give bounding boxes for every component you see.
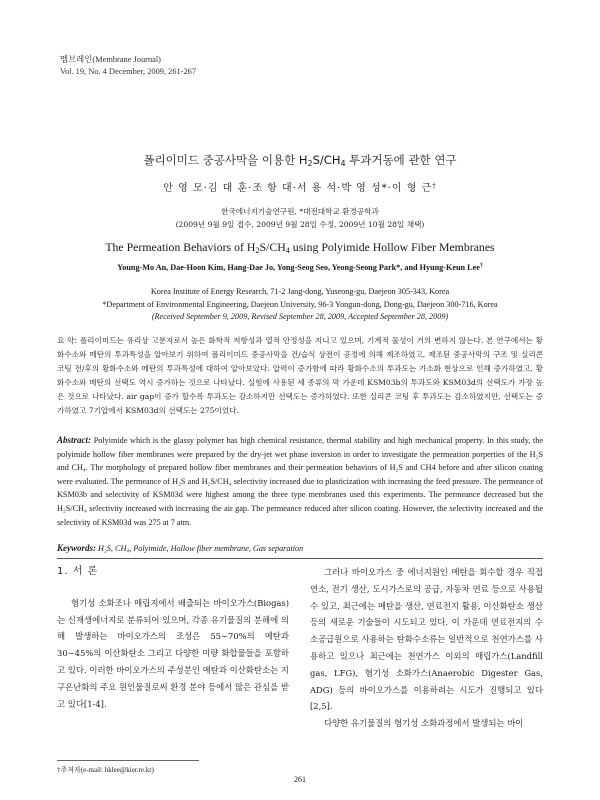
korean-dates-line: (2009년 9월 9일 접수, 2009년 9월 28일 수정, 2009년 10월 28일 채택) [175,220,425,229]
body-column-right [310,564,543,732]
english-title-part: S/CH [259,240,286,254]
korean-abstract-text: 폴리이미드는 유리상 고분자로서 높은 화학적 저항성과 열적 안정성을 지니고 있으며, 기계적 물성이 거의 변하지 않는다. 본 연구에서는 황화수소와 메탄의 투과특성을 알아보기 위하여 폴리이미드 중공사막을 건/습식 상전이 공정에 의해 제조하였고, 제조된 중공사막의 구조 및 실리콘 코팅 전/후의 황화수소와 메탄의 투과특성에 대하여 알아보았다. 압력이 증가함에 따라 황화수소의 투과도는 가소화 현상으로 인해 증가하였고, 황화수소와 메탄의 선택도 역시 증가하는 것으로 나타났다. 실험에 사용된 세 종류의 막 가운데 KSM03b의 투과도와 KSM03d의 선택도가 가장 높은 것으로 나타났다. air gap이 증가 할수록 투과도는 감소하지만 선택도는 증가하였다. 또한 실리콘 코팅 후 투과도는 감소하였지만, 선택도는 증가하였고 7기압에서 KSM03d의 선택도는 275이었다. [57,336,543,415]
keywords [57,543,543,553]
english-title-subscript: 4 [285,246,290,255]
english-affiliation-line: *Department of Environmental Engineering, Daejeon University, 96-3 Yongun-dong, Dong-gu, Daejeon 300-716, Korea [102,299,498,309]
footnote: †주저자(e-mail: hklee@kier.re.kr) [57,766,154,774]
body-paragraph: 그러나 바이오가스 중 에너지원인 메탄을 회수할 경우 직접연소, 전기 생산, 도시가스로의 공급, 자동차 연료 등으로 사용될 수 있고, 최근에는 메탄을 생산, 연료전지 활용, 이산화탄소 생산 등의 새로운 기술들이 시도되고 있다. 이 가운데 연료전지의 수소공급원으로 사용하는 탄화수소류는 일반적으로 천연가스를 사용하고 있으나 최근에는 천연가스 이외의 매립가스(Landfill gas, LFG), 혐기성 소화가스(Anaerobic Digester Gas, ADG) 등의 바이오가스를 이용하려는 시도가 진행되고 있다[2,5]. [310,567,543,712]
page-number: 261 [294,775,306,784]
korean-title-part: 투과거동에 관한 연구 [345,153,457,167]
korean-title-subscript: 2 [307,159,313,168]
keywords-text: H₂S, CH₄, Polyimide, Hollow fiber membrane, Gas separation [96,544,304,553]
korean-affiliation-line: 한국에너지기술연구원, *대전대학교 환경공학과 [221,207,379,216]
corresponding-mark: † [479,263,483,269]
body-paragraph: 다양한 유기물질의 혐기성 소화과정에서 발생되는 바이 [324,718,524,729]
english-author-names: Young-Mo An, Dae-Hoon Kim, Hang-Dae Jo, Yong-Seog Seo, Yeong-Seong Park*, and Hyung-Keun Lee [117,263,480,272]
footnote-rule [57,760,199,761]
korean-abstract [57,334,543,418]
english-title-part: using Polyimide Hollow Fiber Membranes [289,240,495,254]
korean-authors [0,179,600,194]
english-dates-line: (Received September 9, 2009, Revised September 28, 2009, Accepted September 28, 2009) [151,312,449,322]
english-abstract [57,434,543,529]
korean-author-names: 안 영 모·김 대 훈·조 항 대·서 용 석·박 영 성*·이 형 근 [163,183,433,194]
english-affiliation-line: Korea Institute of Energy Research, 71-2 Jang-dong, Yuseong-gu, Daejeon 305-343, Korea [150,287,450,296]
corresponding-mark: † [432,182,437,190]
english-title-part: The Permeation Behaviors of H [105,240,256,254]
english-title-subscript: 2 [255,246,260,255]
english-abstract-text: Polyimide which is the glassy polymer has high chemical resistance, thermal stability and high mechanical property. In this study, the polyimide hollow fiber membranes were prepared by the dry-jet wet phase inversion in order to investigate the permeation porperties of the H₂S and CH₄. The morphology of prepared hollow fiber membranes and their permeation behaviors of H₂S and CH4 before and after silicon coating were evaluated. The permeance of H₂S and H₂S/CH₄ selectivity increased due to plasticization with increasing the feed pressure. The permeance of KSM03b and selectivity of KSM03d were highest among the three type membranes used this experiments. The permeance decreased but the H₂S/CH₄ selectivity increased with increasing the air gap. The permeance reduced after silicon coating. However, the selectivity increased and the selectivity of KSM03d was 275 at 7 atm. [57,436,543,527]
journal-header [60,54,196,78]
korean-title [0,152,600,168]
english-authors [0,263,600,272]
section-divider [57,558,543,559]
korean-abstract-label: 요 약: [57,336,78,345]
english-title [0,240,600,255]
section-heading: 1. 서 론 [57,566,99,577]
korean-title-subscript: 4 [340,159,346,168]
body-paragraph: 혐기성 소화조나 매립지에서 배출되는 바이오가스(Biogas)는 신재생에너지로 분류되어 있으며, 각종 유기물질의 분해에 의해 발생하는 바이오가스의 조성은 55∼70%의 메탄과 30∼45%의 이산화탄소 그리고 다양한 미량 화합물들을 포함하고 있다. 이러한 바이오가스의 주성분인 메탄과 이산화탄소는 지구온난화의 주요 원인물질로써 환경 분야 등에서 많은 관심을 받고 있다[1-4]. [57,597,289,709]
journal-name: 멤브레인(Membrane Journal) [60,55,161,64]
korean-title-part: S/CH [312,153,341,167]
korean-title-part: 폴리이미드 중공사막을 이용한 H [143,153,308,167]
keywords-label: Keywords: [57,543,96,553]
english-affiliation [30,286,570,324]
journal-issue: Vol. 19, No. 4 December, 2009, 261-267 [60,67,197,76]
english-abstract-label: Abstract: [57,435,92,445]
korean-affiliation [0,205,600,231]
body-column-left [57,564,289,712]
